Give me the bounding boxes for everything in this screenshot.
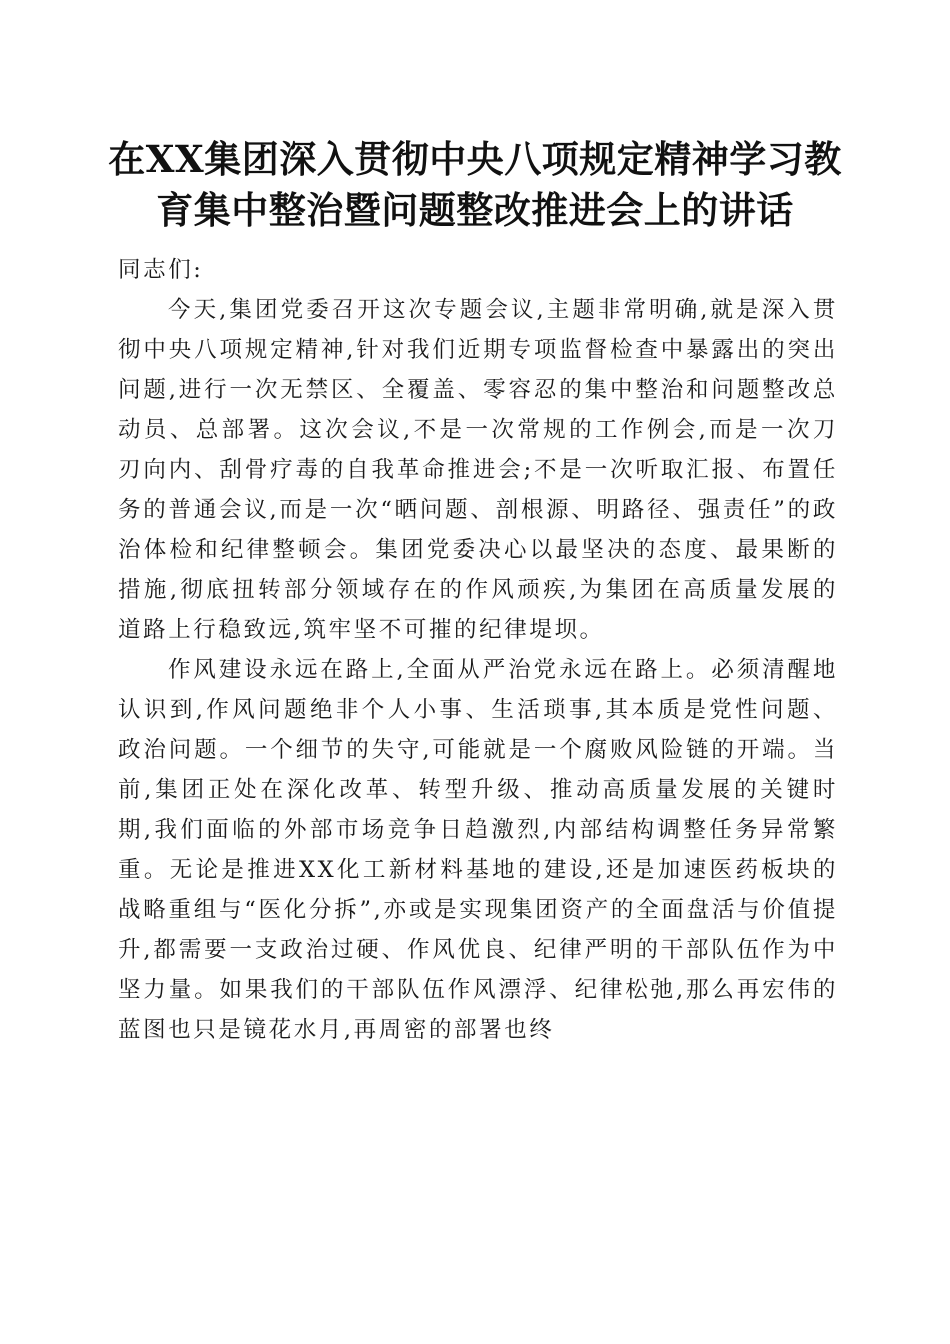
document-title [100,134,850,236]
document-body [118,250,838,1050]
paragraph-2: 作风建设永远在路上,全面从严治党永远在路上。必须清醒地认识到,作风问题绝非个人小事、生活琐事,其本质是党性问题、政治问题。一个细节的失守,可能就是一个腐败风险链的开端。当前,集团正处在深化改革、转型升级、推动高质量发展的关键时期,我们面临的外部市场竞争日趋激烈,内部结构调整任务异常繁重。无论是推进XX化工新材料基地的建设,还是加速医药板块的战略重组与“医化分拆”,亦或是实现集团资产的全面盘活与价值提升,都需要一支政治过硬、作风优良、纪律严明的干部队伍作为中坚力量。如果我们的干部队伍作风漂浮、纪律松弛,那么再宏伟的蓝图也只是镜花水月,再周密的部署也终 [118,657,838,1043]
salutation: 同志们: [118,257,204,283]
document-title-line-2: 育集中整治暨问题整改推进会上的讲话 [156,188,794,232]
paragraph-1: 今天,集团党委召开这次专题会议,主题非常明确,就是深入贯彻中央八项规定精神,针对我们近期专项监督检查中暴露出的突出问题,进行一次无禁区、全覆盖、零容忍的集中整治和问题整改总动员、总部署。这次会议,不是一次常规的工作例会,而是一次刀刃向内、刮骨疗毒的自我革命推进会;不是一次听取汇报、布置任务的普通会议,而是一次“晒问题、剖根源、明路径、强责任”的政治体检和纪律整顿会。集团党委决心以最坚决的态度、最果断的措施,彻底扭转部分领域存在的作风顽疾,为集团在高质量发展的道路上行稳致远,筑牢坚不可摧的纪律堤坝。 [118,297,838,643]
document-title-line-1: 在XX集团深入贯彻中央八项规定精神学习教 [108,137,842,181]
